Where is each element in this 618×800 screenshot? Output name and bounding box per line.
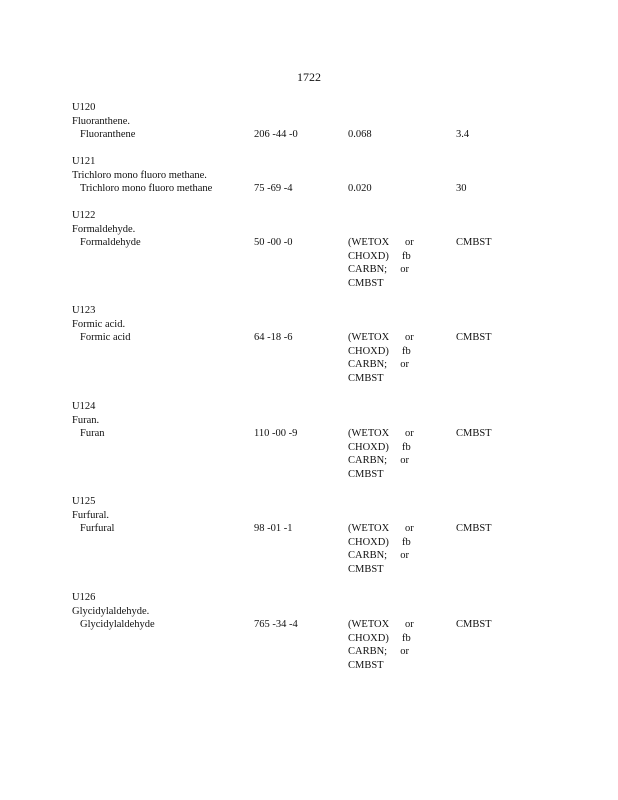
- wastewater-standard: [348, 128, 372, 142]
- wastewater-line: CARBN; or: [348, 646, 409, 657]
- wastewater-line: CMBST: [348, 659, 384, 671]
- nonwastewater-standard: CMBST: [456, 428, 492, 439]
- page-number: 1722: [297, 70, 321, 84]
- wastewater-line: CMBST: [348, 563, 384, 575]
- waste-code: U126: [72, 592, 96, 603]
- wastewater-standard: [348, 331, 414, 385]
- waste-code: U123: [72, 305, 96, 316]
- cas-number: 64 -18 -6: [254, 332, 293, 343]
- constituent-name: Formic acid: [80, 332, 131, 343]
- constituent-row: [72, 331, 552, 385]
- waste-name: Fluoranthene.: [72, 115, 131, 127]
- wastewater-line: (WETOX or: [348, 523, 414, 534]
- waste-code: U124: [72, 401, 96, 412]
- wastewater-line: CHOXD) fb: [348, 441, 411, 453]
- wastewater-line: 0.068: [348, 129, 372, 140]
- waste-entry: [72, 304, 552, 385]
- waste-name: Formic acid.: [72, 318, 126, 330]
- wastewater-line: (WETOX or: [348, 332, 414, 343]
- nonwastewater-standard: CMBST: [456, 619, 492, 630]
- wastewater-line: (WETOX or: [348, 428, 414, 439]
- waste-entry: [72, 155, 552, 196]
- wastewater-line: CHOXD) fb: [348, 536, 411, 548]
- constituent-name: Furfural: [80, 523, 115, 534]
- constituent-row: [72, 236, 552, 290]
- wastewater-line: CHOXD) fb: [348, 345, 411, 357]
- waste-code: U122: [72, 210, 96, 221]
- nonwastewater-standard: 3.4: [456, 129, 470, 140]
- wastewater-line: CMBST: [348, 372, 384, 384]
- waste-name: Furfural.: [72, 509, 110, 521]
- nonwastewater-standard: CMBST: [456, 332, 492, 343]
- wastewater-line: CMBST: [348, 277, 384, 289]
- waste-name: Formaldehyde.: [72, 223, 136, 235]
- cas-number: 98 -01 -1: [254, 523, 293, 534]
- constituent-row: [72, 522, 552, 576]
- waste-name: Trichloro mono fluoro methane.: [72, 169, 207, 181]
- constituent-row: [72, 618, 552, 672]
- wastewater-standard: [348, 618, 414, 672]
- waste-entry: [72, 209, 552, 290]
- waste-entry: [72, 591, 552, 672]
- constituent-name: Furan: [80, 428, 105, 439]
- nonwastewater-standard: CMBST: [456, 237, 492, 248]
- wastewater-line: CARBN; or: [348, 264, 409, 275]
- waste-entry: [72, 400, 552, 481]
- waste-name: Furan.: [72, 414, 100, 426]
- wastewater-line: CHOXD) fb: [348, 632, 411, 644]
- cas-number: 110 -00 -9: [254, 428, 298, 439]
- wastewater-line: CARBN; or: [348, 359, 409, 370]
- constituent-name: Glycidylaldehyde: [80, 619, 155, 630]
- cas-number: 75 -69 -4: [254, 183, 293, 194]
- waste-code: U120: [72, 102, 96, 113]
- wastewater-line: CARBN; or: [348, 455, 409, 466]
- nonwastewater-standard: 30: [456, 183, 467, 194]
- waste-code: U125: [72, 496, 96, 507]
- constituent-row: [72, 427, 552, 481]
- waste-code: U121: [72, 156, 96, 167]
- wastewater-standard: [348, 236, 414, 290]
- wastewater-line: (WETOX or: [348, 619, 414, 630]
- wastewater-line: CMBST: [348, 468, 384, 480]
- constituent-name: Trichloro mono fluoro methane: [80, 183, 213, 194]
- constituent-row: [72, 128, 552, 142]
- waste-entry: [72, 495, 552, 576]
- waste-entry: [72, 101, 552, 142]
- waste-name: Glycidylaldehyde.: [72, 605, 150, 617]
- wastewater-line: CHOXD) fb: [348, 250, 411, 262]
- wastewater-line: CARBN; or: [348, 550, 409, 561]
- wastewater-line: (WETOX or: [348, 237, 414, 248]
- constituent-name: Formaldehyde: [80, 237, 141, 248]
- wastewater-standard: [348, 182, 372, 196]
- wastewater-line: 0.020: [348, 183, 372, 194]
- nonwastewater-standard: CMBST: [456, 523, 492, 534]
- cas-number: 765 -34 -4: [254, 619, 298, 630]
- cas-number: 206 -44 -0: [254, 129, 298, 140]
- wastewater-standard: [348, 427, 414, 481]
- cas-number: 50 -00 -0: [254, 237, 293, 248]
- wastewater-standard: [348, 522, 414, 576]
- constituent-row: [72, 182, 552, 196]
- constituent-name: Fluoranthene: [80, 129, 136, 140]
